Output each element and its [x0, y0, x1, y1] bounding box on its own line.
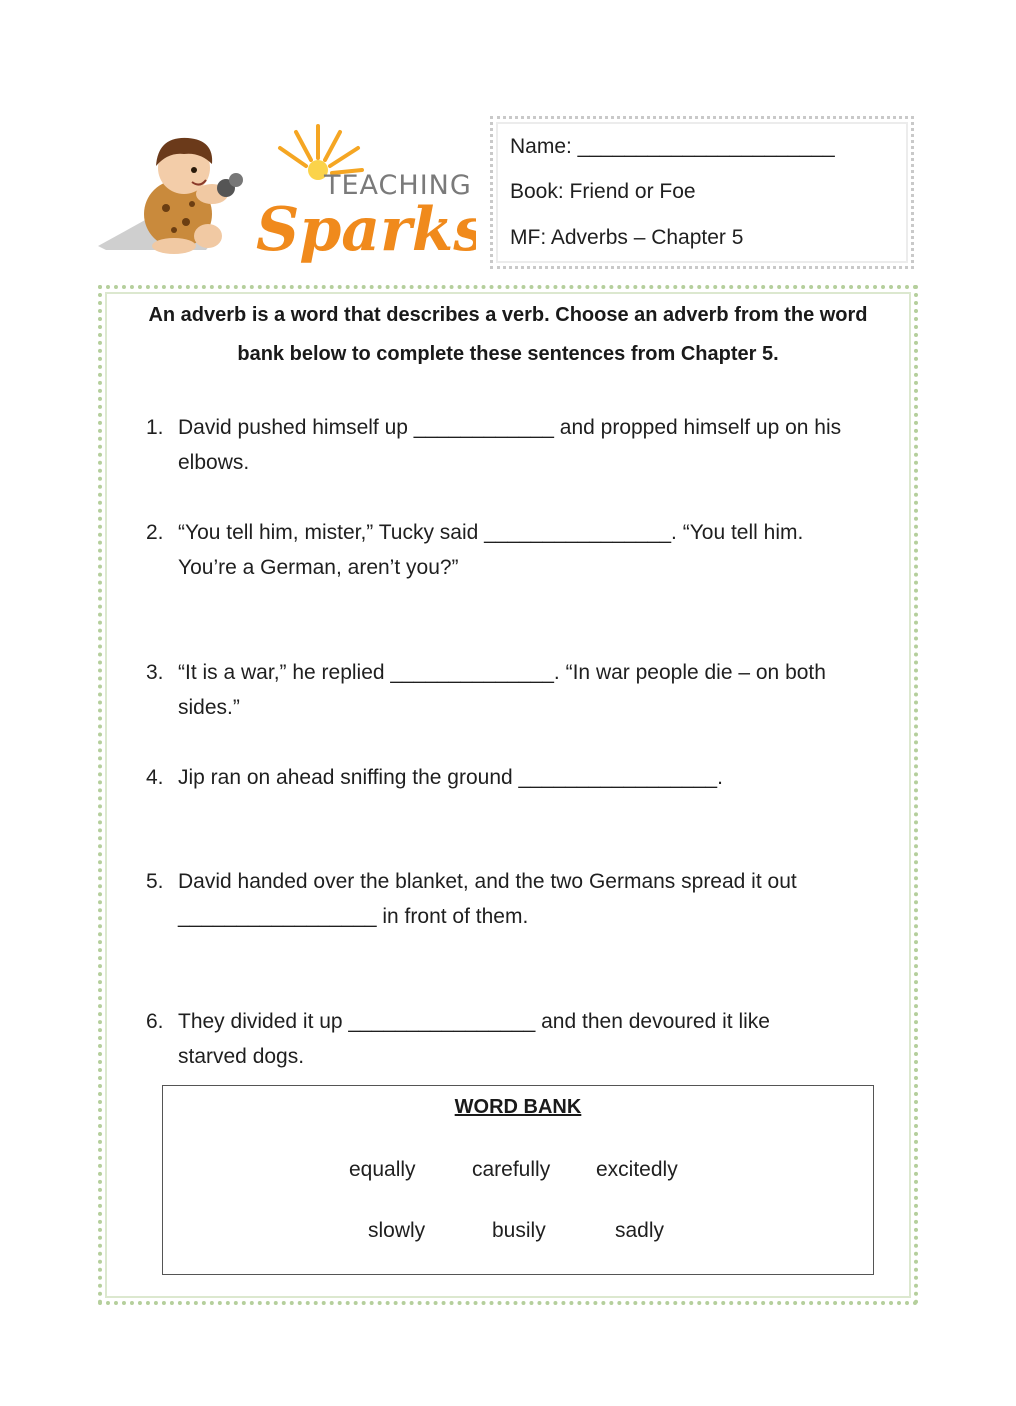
question-5	[146, 864, 906, 934]
word-bank-word-excitedly: excitedly	[596, 1158, 678, 1181]
question-number: 2.	[146, 521, 164, 544]
instructions-line-2: bank below to complete these sentences from Chapter 5.	[237, 343, 779, 365]
question-line-2: sides.”	[178, 696, 240, 719]
question-2	[146, 515, 906, 585]
logo-text-teaching: TEACHING	[324, 170, 472, 201]
teaching-sparks-logo	[96, 118, 476, 268]
logo-text-sparks: Sparks	[256, 195, 476, 265]
word-bank-title: WORD BANK	[454, 1096, 582, 1118]
question-number: 4.	[146, 766, 164, 789]
question-line-1[interactable]: Jip ran on ahead sniffing the ground _________________.	[178, 766, 723, 789]
question-line-1[interactable]: They divided it up ________________ and then devoured it like	[178, 1010, 770, 1033]
word-bank-word-busily: busily	[492, 1219, 546, 1242]
question-number: 5.	[146, 870, 164, 893]
question-6	[146, 1004, 906, 1074]
question-line-1[interactable]: “You tell him, mister,” Tucky said ________________. “You tell him.	[178, 521, 804, 544]
word-bank-word-slowly: slowly	[368, 1219, 426, 1242]
name-line[interactable]: Name: ______________________	[510, 135, 835, 158]
question-number: 6.	[146, 1010, 164, 1033]
question-line-2[interactable]: _________________ in front of them.	[178, 905, 529, 928]
question-number: 3.	[146, 661, 164, 684]
word-bank-word-equally: equally	[349, 1158, 416, 1181]
question-line-2: elbows.	[178, 451, 250, 474]
instructions-line-1: An adverb is a word that describes a verb. Choose an adverb from the word	[148, 304, 868, 326]
student-info-box	[490, 116, 914, 269]
question-line-1: David handed over the blanket, and the two Germans spread it out	[178, 870, 797, 893]
question-number: 1.	[146, 416, 164, 439]
word-bank	[162, 1085, 874, 1275]
question-1	[146, 410, 906, 480]
question-4	[146, 760, 906, 795]
question-3	[146, 655, 906, 725]
question-line-1[interactable]: “It is a war,” he replied ______________. “In war people die – on both	[178, 661, 826, 684]
word-bank-word-carefully: carefully	[472, 1158, 551, 1181]
book-line: Book: Friend or Foe	[510, 180, 696, 203]
question-line-2: starved dogs.	[178, 1045, 305, 1068]
word-bank-word-sadly: sadly	[615, 1219, 665, 1242]
question-line-1[interactable]: David pushed himself up ____________ and propped himself up on his	[178, 416, 842, 439]
mf-line: MF: Adverbs – Chapter 5	[510, 226, 744, 249]
instructions	[120, 296, 896, 374]
question-line-2: You’re a German, aren’t you?”	[178, 556, 459, 579]
